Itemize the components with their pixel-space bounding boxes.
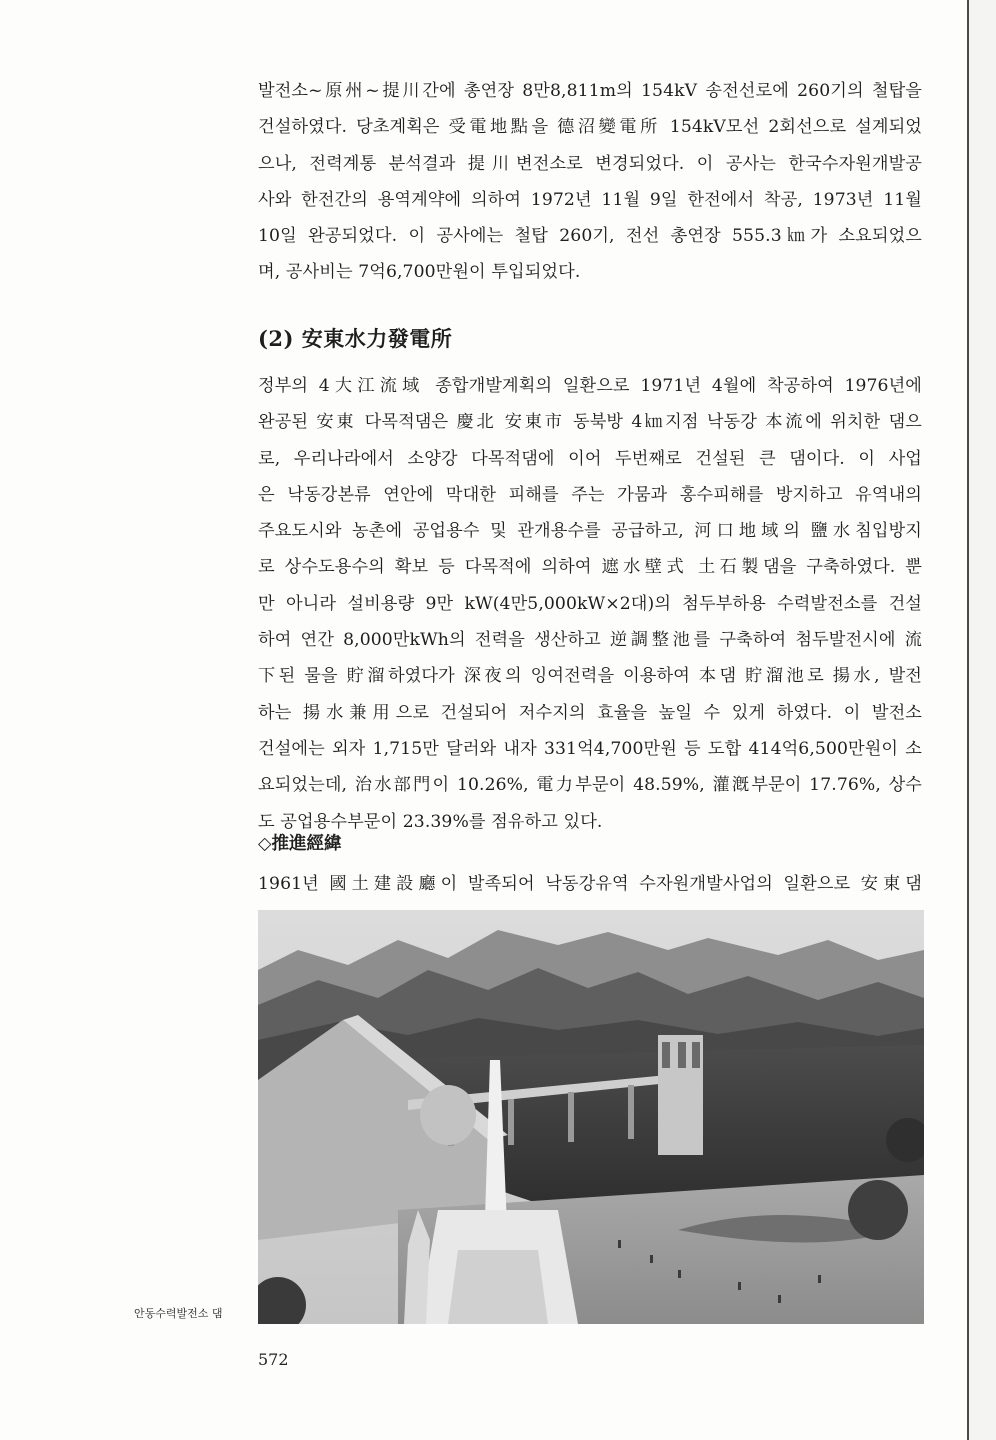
text-line: 으나, 전력계통 분석결과 提川변전소로 변경되었다. 이 공사는 한국수자원개발공 <box>258 153 922 174</box>
text-line: 은 낙동강본류 연안에 막대한 피해를 주는 가뭄과 홍수피해를 방지하고 유역내의 <box>258 484 922 505</box>
text-line: 건설에는 외자 1,715만 달러와 내자 331억4,700만원 등 도합 414억6,500만원이 소 <box>258 738 922 759</box>
text-line: 요되었는데, 治水部門이 10.26%, 電力부문이 48.59%, 灌漑부문이 17.76%, 상수 <box>258 775 922 796</box>
text-line: 하여 연간 8,000만kWh의 전력을 생산하고 逆調整池를 구축하여 첨두발전시에 流 <box>258 630 922 651</box>
text-line: 1961년 國土建設廳이 발족되어 낙동강유역 수자원개발사업의 일환으로 安東댐 <box>258 874 922 894</box>
text-line: 만 아니라 설비용량 9만 kW(4만5,000kW×2대)의 첨두부하용 수력발전소를 건설 <box>258 593 922 614</box>
photo-caption: 안동수력발전소 댐 <box>134 1307 223 1320</box>
text-line: 완공된 安東 다목적댐은 慶北 安東市 동북방 4㎞지점 낙동강 本流에 위치한 댐으 <box>258 412 922 433</box>
text-line: 발전소~原州~提川간에 총연장 8만8,811m의 154kV 송전선로에 260기의 철탑을 <box>258 81 922 101</box>
text-line: 주요도시와 농촌에 공업용수 및 관개용수를 공급하고, 河口地域의 鹽水침입방지 <box>258 521 922 542</box>
text-line: 며, 공사비는 7억6,700만원이 투입되었다. <box>258 262 581 283</box>
subsection-heading: ◇推進經緯 <box>258 834 342 854</box>
text-line: 下된 물을 貯溜하였다가 深夜의 잉여전력을 이용하여 本댐 貯溜池로 揚水, 발전 <box>258 666 922 687</box>
text-line: 10일 완공되었다. 이 공사에는 철탑 260기, 전선 총연장 555.3㎞가 소요되었으 <box>258 226 922 247</box>
text-line: 사와 한전간의 용역계약에 의하여 1972년 11월 9일 한전에서 착공, 1973년 11월 <box>258 189 922 210</box>
paragraph-transmission-line <box>258 73 922 291</box>
page-number: 572 <box>258 1350 289 1369</box>
text-line: 로, 우리나라에서 소양강 다목적댐에 이어 두번째로 건설된 큰 댐이다. 이 사업 <box>258 448 922 469</box>
page-edge-rule <box>967 0 969 1440</box>
dam-photo <box>258 910 924 1324</box>
paragraph-andong-plant <box>258 368 922 840</box>
text-line: 정부의 4大江流域 종합개발계획의 일환으로 1971년 4월에 착공하여 1976년에 <box>258 376 922 396</box>
text-line: 건설하였다. 당초계획은 受電地點을 德沼變電所 154kV모선 2회선으로 설계되었 <box>258 117 922 138</box>
dam-photo-illustration <box>258 910 924 1324</box>
text-line: 도 공업용수부문이 23.39%를 점유하고 있다. <box>258 811 603 832</box>
paragraph-history <box>258 866 922 902</box>
text-line: 하는 揚水兼用으로 건설되어 저수지의 효율을 높일 수 있게 하였다. 이 발전소 <box>258 702 922 723</box>
page-edge-shade <box>969 0 996 1440</box>
section-heading: (2) 安東水力發電所 <box>258 326 453 351</box>
text-line: 로 상수도용수의 확보 등 다목적에 의하여 遮水壁式 土石製댐을 구축하였다. 뿐 <box>258 557 922 578</box>
